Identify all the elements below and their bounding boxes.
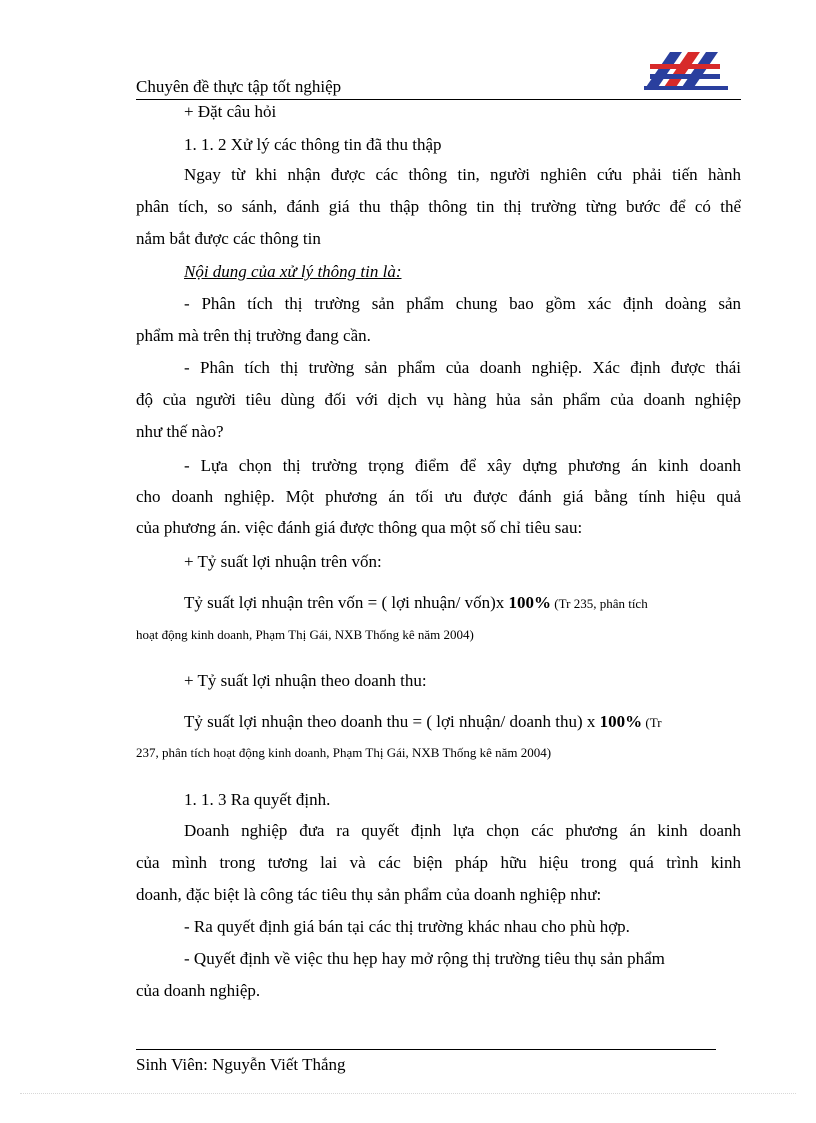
section-heading: 1. 1. 3 Ra quyết định.	[184, 790, 331, 809]
formula-line	[184, 710, 662, 735]
paragraph-line: doanh, đặc biệt là công tác tiêu thụ sản phẩm của doanh nghiệp như:	[136, 885, 602, 904]
section-heading: 1. 1. 2 Xử lý các thông tin đã thu thập	[184, 135, 442, 154]
bullet-line: độ của người tiêu dùng đối với dịch vụ hàng hủa sản phẩm của doanh nghiệp	[136, 390, 741, 409]
paragraph-line: nắm bắt được các thông tin	[136, 229, 321, 248]
page-boundary	[20, 1093, 796, 1094]
header-title: Chuyên đề thực tập tốt nghiệp	[136, 77, 342, 96]
formula-line	[184, 591, 648, 616]
logo-icon	[640, 46, 732, 94]
formula-text: Tỷ suất lợi nhuận theo doanh thu = ( lợi nhuận/ doanh thu) x	[184, 712, 600, 731]
bullet-line: - Lựa chọn thị trường trọng điểm để xây dựng phương án kinh doanh	[184, 456, 741, 475]
bullet-line: - Phân tích thị trường sản phẩm của doanh nghiệp. Xác định được thái	[184, 358, 741, 377]
bullet-line: như thế nào?	[136, 422, 224, 441]
decision-line: - Ra quyết định giá bán tại các thị trường khác nhau cho phù hợp.	[184, 917, 630, 936]
footer-student: Sinh Viên: Nguyễn Viết Thắng	[136, 1055, 346, 1074]
subheading: + Tỷ suất lợi nhuận theo doanh thu:	[184, 671, 427, 690]
paragraph-line: phân tích, so sánh, đánh giá thu thập thông tin thị trường từng bước để có thể	[136, 197, 741, 216]
paragraph-line: Ngay từ khi nhận được các thông tin, người nghiên cứu phải tiến hành	[184, 165, 741, 184]
bullet-line: cho doanh nghiệp. Một phương án tối ưu được đánh giá bằng tính hiệu quả	[136, 487, 741, 506]
text-line: + Đặt câu hỏi	[184, 102, 277, 121]
reference-text: (Tr	[642, 715, 662, 730]
bullet-line: - Phân tích thị trường sản phẩm chung bao gồm xác định doàng sản	[184, 294, 741, 313]
content-heading: Nội dung của xử lý thông tin là:	[184, 262, 402, 281]
decision-line: - Quyết định về việc thu hẹp hay mở rộng thị trường tiêu thụ sản phẩm	[184, 949, 665, 968]
reference-text: 237, phân tích hoạt động kinh doanh, Phạm Thị Gái, NXB Thống kê năm 2004)	[136, 745, 552, 760]
reference-text: hoạt động kinh doanh, Phạm Thị Gái, NXB Thống kê năm 2004)	[136, 627, 474, 642]
footer-divider	[136, 1049, 716, 1050]
formula-text: Tỷ suất lợi nhuận trên vốn = ( lợi nhuận/ vốn)x	[184, 593, 509, 612]
formula-percent: 100%	[599, 712, 643, 731]
reference-text: (Tr 235, phân tích	[551, 596, 648, 611]
paragraph-line: Doanh nghiệp đưa ra quyết định lựa chọn các phương án kinh doanh	[184, 821, 741, 840]
bullet-line: của phương án. việc đánh giá được thông qua một số chỉ tiêu sau:	[136, 518, 583, 537]
formula-percent: 100%	[508, 593, 552, 612]
subheading: + Tỷ suất lợi nhuận trên vốn:	[184, 552, 382, 571]
bullet-line: phẩm mà trên thị trường đang cần.	[136, 326, 371, 345]
paragraph-line: của mình trong tương lai và các biện pháp hữu hiệu trong quá trình kinh	[136, 853, 741, 872]
decision-line: của doanh nghiệp.	[136, 981, 261, 1000]
